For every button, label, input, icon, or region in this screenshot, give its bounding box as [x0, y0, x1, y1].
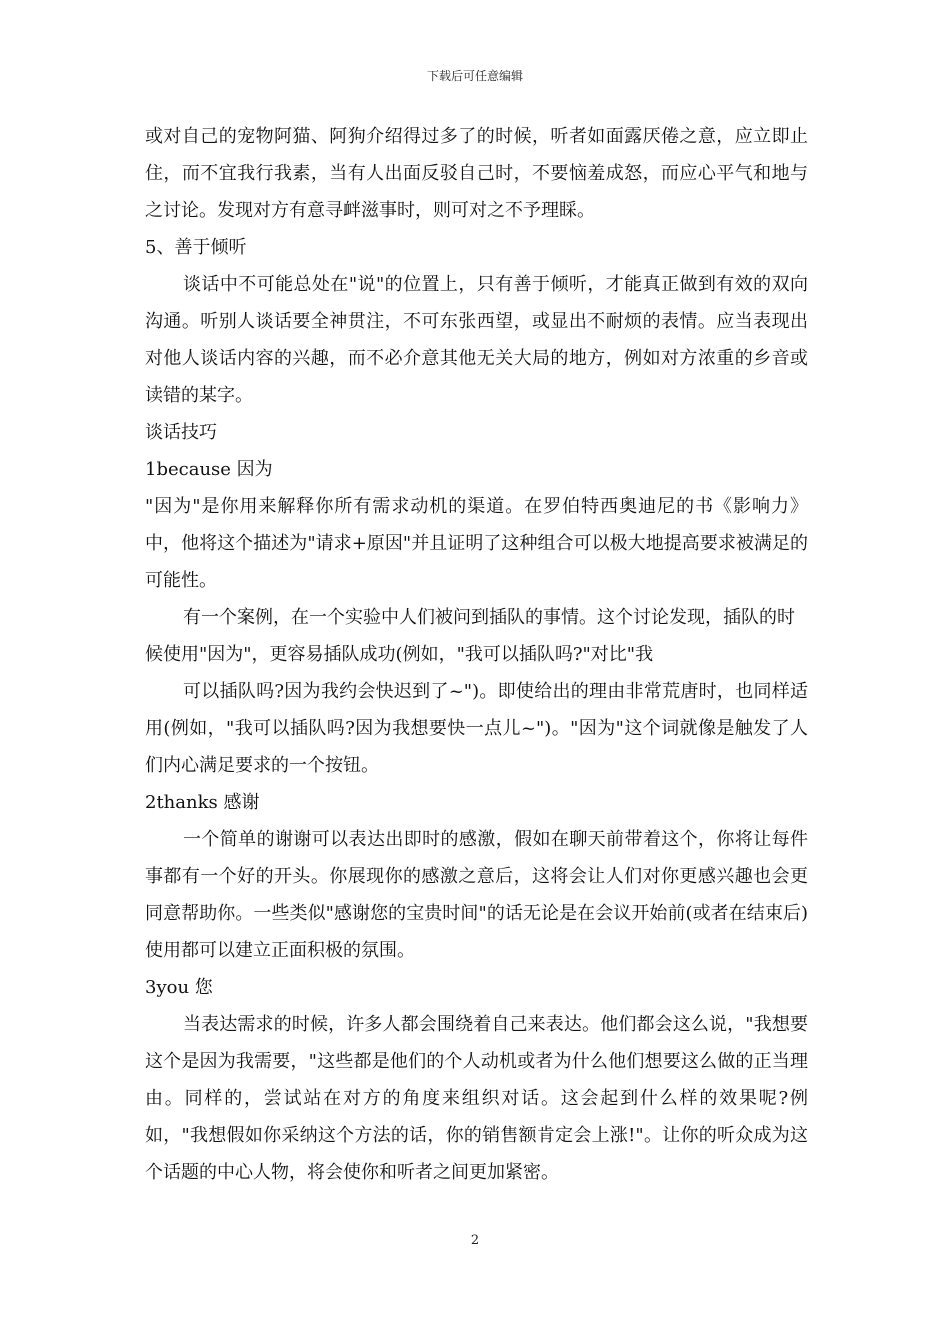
section-heading: 1because 因为: [145, 459, 273, 480]
paragraph: 当表达需求的时候，许多人都会围绕着自己来表达。他们都会这么说，"我想要这个是因为我需要，"这些都是他们的个人动机或者为什么他们想要这么做的正当理由。同样的，尝试站在对方的角度来组织对话。这会起到什么样的效果呢?例如，"我想假如你采纳这个方法的话，你的销售额肯定会上涨!"。让你的听众成为这个话题的中心人物，将会使你和听者之间更加紧密。: [145, 1014, 808, 1183]
section-heading: 谈话技巧: [145, 422, 217, 443]
document-body: [145, 118, 808, 1191]
section-heading: 3you 您: [145, 977, 213, 998]
section-heading: 2thanks 感谢: [145, 792, 260, 813]
paragraph: 谈话中不可能总处在"说"的位置上，只有善于倾听，才能真正做到有效的双向沟通。听别人谈话要全神贯注，不可东张西望，或显出不耐烦的表情。应当表现出对他人谈话内容的兴趣，而不必介意其他无关大局的地方，例如对方浓重的乡音或读错的某字。: [145, 274, 808, 406]
paragraph: 可以插队吗?因为我约会快迟到了~")。即使给出的理由非常荒唐时，也同样适用(例如，"我可以插队吗?因为我想要快一点儿~")。"因为"这个词就像是触发了人们内心满足要求的一个按钮。: [145, 681, 808, 776]
paragraph: 有一个案例，在一个实验中人们被问到插队的事情。这个讨论发现，插队的时候使用"因为"，更容易插队成功(例如，"我可以插队吗?"对比"我: [145, 607, 795, 665]
page-header: 下载后可任意编辑: [426, 69, 523, 83]
page-number: 2: [470, 1233, 480, 1248]
section-heading: 5、善于倾听: [145, 237, 247, 258]
paragraph: "因为"是你用来解释你所有需求动机的渠道。在罗伯特西奥迪尼的书《影响力》中，他将这个描述为"请求+原因"并且证明了这种组合可以极大地提高要求被满足的可能性。: [145, 496, 808, 591]
paragraph: 一个简单的谢谢可以表达出即时的感激，假如在聊天前带着这个，你将让每件事都有一个好的开头。你展现你的感激之意后，这将会让人们对你更感兴趣也会更同意帮助你。一些类似"感谢您的宝贵时间"的话无论是在会议开始前(或者在结束后)使用都可以建立正面积极的氛围。: [145, 829, 808, 961]
paragraph: 或对自己的宠物阿猫、阿狗介绍得过多了的时候，听者如面露厌倦之意，应立即止住，而不宜我行我素，当有人出面反驳自己时，不要恼羞成怒，而应心平气和地与之讨论。发现对方有意寻衅滋事时，则可对之不予理睬。: [145, 126, 808, 221]
